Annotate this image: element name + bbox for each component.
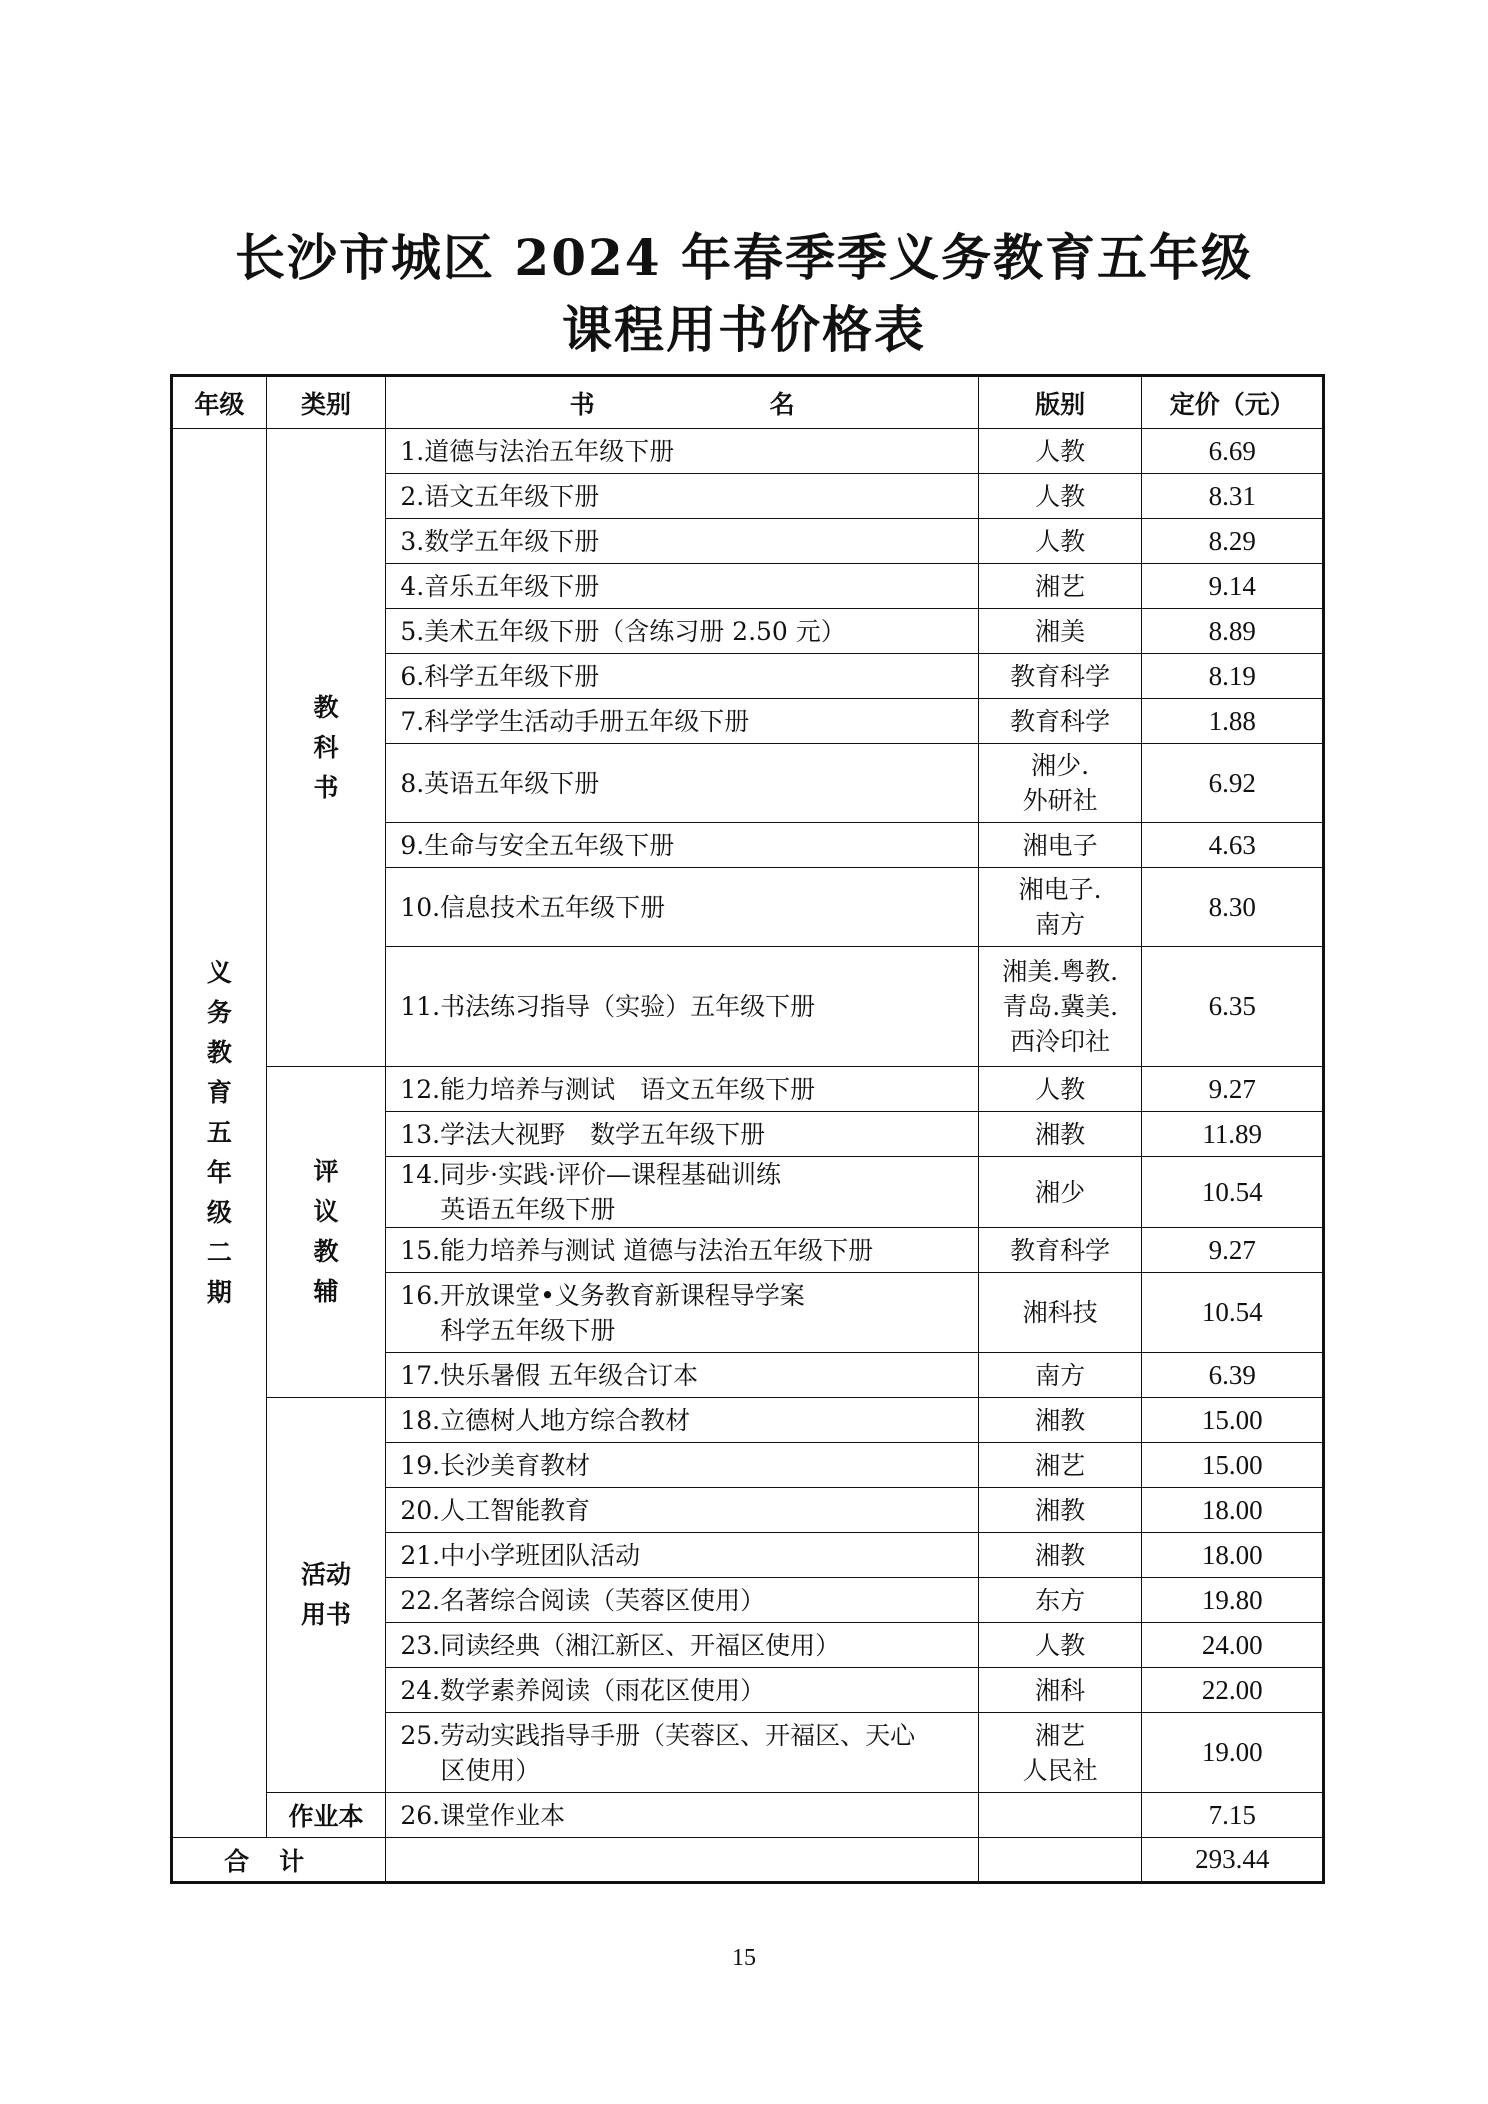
price-cell: 8.19 bbox=[1142, 654, 1324, 699]
table-row bbox=[172, 429, 1324, 474]
grade-cell bbox=[172, 429, 267, 1838]
book-name-cell bbox=[386, 1398, 979, 1443]
book-name-line: 21.中小学班团队活动 bbox=[400, 1540, 641, 1570]
grade-label-char: 级 bbox=[206, 1198, 232, 1227]
edition-cell bbox=[978, 1157, 1141, 1228]
book-name-cell bbox=[386, 1793, 979, 1838]
total-empty-name bbox=[386, 1838, 979, 1883]
book-name-line: 17.快乐暑假 五年级合订本 bbox=[400, 1360, 699, 1390]
edition-line: 人教 bbox=[1035, 481, 1086, 511]
price-cell: 8.29 bbox=[1142, 519, 1324, 564]
edition-cell bbox=[978, 1713, 1141, 1793]
edition-line: 南方 bbox=[1035, 1360, 1086, 1390]
book-name-cell bbox=[386, 1353, 979, 1398]
book-name-line: 2.语文五年级下册 bbox=[400, 481, 600, 511]
table-row bbox=[172, 1067, 1324, 1112]
price-cell: 10.54 bbox=[1142, 1273, 1324, 1353]
book-name-cell bbox=[386, 564, 979, 609]
edition-cell bbox=[978, 429, 1141, 474]
edition-cell bbox=[978, 1112, 1141, 1157]
edition-cell bbox=[978, 1353, 1141, 1398]
book-name-line: 23.同读经典（湘江新区、开福区使用） bbox=[400, 1630, 841, 1660]
price-cell: 10.54 bbox=[1142, 1157, 1324, 1228]
book-name-line: 1.道德与法治五年级下册 bbox=[400, 436, 675, 466]
book-name-line: 26.课堂作业本 bbox=[400, 1800, 566, 1830]
edition-cell bbox=[978, 564, 1141, 609]
grade-label-char: 务 bbox=[206, 998, 232, 1027]
edition-line: 教育科学 bbox=[1010, 706, 1111, 736]
category-activity-char: 活动 bbox=[301, 1560, 352, 1589]
book-name-cell bbox=[386, 1228, 979, 1273]
book-name-line: 19.长沙美育教材 bbox=[400, 1450, 591, 1480]
book-name-cell bbox=[386, 1533, 979, 1578]
book-name-cell bbox=[386, 744, 979, 823]
price-cell: 7.15 bbox=[1142, 1793, 1324, 1838]
category-activity bbox=[266, 1398, 386, 1793]
edition-cell bbox=[978, 1578, 1141, 1623]
category-activity-char: 用书 bbox=[301, 1600, 352, 1629]
edition-cell bbox=[978, 868, 1141, 947]
book-name-cell bbox=[386, 699, 979, 744]
price-cell: 18.00 bbox=[1142, 1533, 1324, 1578]
price-cell: 24.00 bbox=[1142, 1623, 1324, 1668]
header-grade: 年级 bbox=[172, 376, 267, 429]
edition-line: 湘艺 bbox=[1035, 1450, 1086, 1480]
price-cell: 22.00 bbox=[1142, 1668, 1324, 1713]
edition-line: 湘教 bbox=[1035, 1405, 1086, 1435]
book-name-cell bbox=[386, 474, 979, 519]
book-name-cell bbox=[386, 947, 979, 1067]
price-cell: 8.31 bbox=[1142, 474, 1324, 519]
edition-line: 南方 bbox=[1035, 910, 1086, 939]
category-review-char: 议 bbox=[313, 1197, 339, 1226]
edition-line: 教育科学 bbox=[1010, 1235, 1111, 1265]
book-name-cell bbox=[386, 868, 979, 947]
category-textbook-char: 教 bbox=[313, 692, 339, 722]
price-table bbox=[170, 374, 1325, 1884]
total-label: 合计 bbox=[172, 1838, 386, 1883]
table-row bbox=[172, 1793, 1324, 1838]
grade-label-char: 教 bbox=[206, 1038, 232, 1067]
edition-line: 湘美 bbox=[1035, 616, 1086, 646]
book-name-line: 20.人工智能教育 bbox=[400, 1495, 591, 1525]
book-name-cell bbox=[386, 519, 979, 564]
edition-line: 东方 bbox=[1035, 1585, 1086, 1615]
header-edition: 版别 bbox=[978, 376, 1141, 429]
edition-line: 人教 bbox=[1035, 526, 1086, 556]
edition-line: 教育科学 bbox=[1010, 661, 1111, 691]
edition-cell bbox=[978, 1273, 1141, 1353]
book-name-line: 15.能力培养与测试 道德与法治五年级下册 bbox=[400, 1235, 874, 1265]
book-name-line: 24.数学素养阅读（雨花区使用） bbox=[400, 1675, 766, 1705]
price-cell: 11.89 bbox=[1142, 1112, 1324, 1157]
price-cell: 9.27 bbox=[1142, 1228, 1324, 1273]
category-review-char: 教 bbox=[313, 1237, 339, 1266]
edition-cell bbox=[978, 947, 1141, 1067]
grade-label-char: 五 bbox=[206, 1118, 232, 1147]
book-name-line: 科学五年级下册 bbox=[440, 1315, 616, 1345]
book-name-line: 11.书法练习指导（实验）五年级下册 bbox=[400, 992, 816, 1021]
price-cell: 1.88 bbox=[1142, 699, 1324, 744]
price-cell: 9.14 bbox=[1142, 564, 1324, 609]
edition-cell bbox=[978, 699, 1141, 744]
book-name-cell bbox=[386, 1713, 979, 1793]
category-review-char: 评 bbox=[313, 1157, 339, 1186]
total-empty-edition bbox=[978, 1838, 1141, 1883]
edition-line: 湘电子. bbox=[1018, 875, 1102, 904]
edition-line: 湘电子 bbox=[1022, 830, 1098, 860]
edition-cell bbox=[978, 474, 1141, 519]
edition-line: 湘科技 bbox=[1022, 1298, 1098, 1327]
grade-label-char: 年 bbox=[206, 1158, 232, 1187]
edition-cell bbox=[978, 1443, 1141, 1488]
edition-cell bbox=[978, 1533, 1141, 1578]
edition-line: 湘少 bbox=[1035, 1177, 1086, 1207]
book-name-line: 4.音乐五年级下册 bbox=[400, 571, 600, 601]
book-name-line: 25.劳动实践指导手册（芙蓉区、开福区、天心 bbox=[400, 1720, 916, 1750]
book-name-cell bbox=[386, 1623, 979, 1668]
book-name-cell bbox=[386, 1668, 979, 1713]
page-number: 15 bbox=[732, 1945, 756, 1971]
edition-line: 外研社 bbox=[1022, 786, 1098, 815]
edition-cell bbox=[978, 1398, 1141, 1443]
edition-line: 人教 bbox=[1035, 436, 1086, 466]
book-name-cell bbox=[386, 1578, 979, 1623]
header-book-name: 书 名 bbox=[386, 376, 979, 429]
page-title-line-1: 长沙市城区 2024 年春季季义务教育五年级 bbox=[235, 228, 1253, 287]
edition-line: 湘艺 bbox=[1035, 1720, 1086, 1750]
edition-line: 湘教 bbox=[1035, 1540, 1086, 1570]
edition-cell bbox=[978, 654, 1141, 699]
price-cell: 19.00 bbox=[1142, 1713, 1324, 1793]
edition-line: 湘教 bbox=[1035, 1495, 1086, 1525]
edition-line: 青岛.冀美. bbox=[1002, 992, 1119, 1021]
edition-cell bbox=[978, 609, 1141, 654]
book-name-line: 12.能力培养与测试 语文五年级下册 bbox=[400, 1074, 816, 1104]
category-review-char: 辅 bbox=[313, 1277, 339, 1306]
edition-line: 湘艺 bbox=[1035, 571, 1086, 601]
edition-line: 湘科 bbox=[1035, 1675, 1086, 1705]
book-name-line: 13.学法大视野 数学五年级下册 bbox=[400, 1119, 766, 1149]
edition-cell bbox=[978, 1623, 1141, 1668]
edition-line: 湘少. bbox=[1031, 751, 1090, 780]
category-textbook-char: 科 bbox=[313, 732, 339, 762]
price-cell: 6.92 bbox=[1142, 744, 1324, 823]
edition-line: 西泠印社 bbox=[1010, 1027, 1111, 1056]
book-name-cell bbox=[386, 1488, 979, 1533]
edition-line: 人民社 bbox=[1022, 1755, 1098, 1785]
price-cell: 6.69 bbox=[1142, 429, 1324, 474]
page-title-line-2: 课程用书价格表 bbox=[562, 300, 926, 359]
book-name-cell bbox=[386, 429, 979, 474]
header-price: 定价（元） bbox=[1142, 376, 1324, 429]
total-row bbox=[172, 1838, 1324, 1883]
book-name-line: 8.英语五年级下册 bbox=[400, 768, 600, 798]
edition-cell bbox=[978, 1793, 1141, 1838]
book-name-line: 16.开放课堂•义务教育新课程导学案 bbox=[400, 1280, 805, 1310]
edition-line: 人教 bbox=[1035, 1630, 1086, 1660]
book-name-cell bbox=[386, 1157, 979, 1228]
grade-label-char: 二 bbox=[206, 1238, 232, 1267]
category-review bbox=[266, 1067, 386, 1398]
book-name-cell bbox=[386, 1067, 979, 1112]
book-name-cell bbox=[386, 609, 979, 654]
book-name-cell bbox=[386, 1273, 979, 1353]
grade-label-char: 期 bbox=[206, 1278, 232, 1307]
price-cell: 15.00 bbox=[1142, 1443, 1324, 1488]
book-name-line: 22.名著综合阅读（芙蓉区使用） bbox=[400, 1585, 766, 1615]
edition-line: 湘教 bbox=[1035, 1119, 1086, 1149]
edition-cell bbox=[978, 823, 1141, 868]
header-category: 类别 bbox=[266, 376, 386, 429]
price-cell: 6.39 bbox=[1142, 1353, 1324, 1398]
category-textbook bbox=[266, 429, 386, 1067]
price-cell: 15.00 bbox=[1142, 1398, 1324, 1443]
edition-cell bbox=[978, 1488, 1141, 1533]
grade-label-char: 育 bbox=[206, 1078, 232, 1107]
book-name-line: 9.生命与安全五年级下册 bbox=[400, 830, 675, 860]
price-cell: 9.27 bbox=[1142, 1067, 1324, 1112]
book-name-cell bbox=[386, 1443, 979, 1488]
edition-cell bbox=[978, 1228, 1141, 1273]
book-name-line: 英语五年级下册 bbox=[440, 1195, 616, 1224]
price-cell: 19.80 bbox=[1142, 1578, 1324, 1623]
book-name-cell bbox=[386, 654, 979, 699]
price-cell: 8.30 bbox=[1142, 868, 1324, 947]
edition-line: 湘美.粤教. bbox=[1002, 957, 1119, 986]
edition-cell bbox=[978, 1668, 1141, 1713]
book-name-line: 5.美术五年级下册（含练习册 2.50 元） bbox=[400, 616, 846, 646]
edition-cell bbox=[978, 1067, 1141, 1112]
book-name-cell bbox=[386, 823, 979, 868]
book-name-line: 10.信息技术五年级下册 bbox=[400, 892, 666, 922]
grade-label-char: 义 bbox=[206, 958, 232, 987]
book-name-line: 3.数学五年级下册 bbox=[400, 526, 600, 556]
category-homework: 作业本 bbox=[266, 1793, 386, 1838]
price-cell: 4.63 bbox=[1142, 823, 1324, 868]
book-name-line: 区使用） bbox=[440, 1755, 541, 1785]
edition-cell bbox=[978, 519, 1141, 564]
edition-cell bbox=[978, 744, 1141, 823]
book-name-cell bbox=[386, 1112, 979, 1157]
book-name-line: 6.科学五年级下册 bbox=[400, 661, 600, 691]
price-cell: 8.89 bbox=[1142, 609, 1324, 654]
edition-line: 人教 bbox=[1035, 1074, 1086, 1104]
book-name-line: 7.科学学生活动手册五年级下册 bbox=[400, 706, 750, 736]
book-name-line: 14.同步·实践·评价—课程基础训练 bbox=[400, 1160, 782, 1189]
category-textbook-char: 书 bbox=[313, 772, 339, 802]
price-cell: 18.00 bbox=[1142, 1488, 1324, 1533]
table-header-row bbox=[172, 376, 1324, 429]
total-price: 293.44 bbox=[1142, 1838, 1324, 1883]
book-name-line: 18.立德树人地方综合教材 bbox=[400, 1405, 691, 1435]
price-cell: 6.35 bbox=[1142, 947, 1324, 1067]
table-row bbox=[172, 1398, 1324, 1443]
